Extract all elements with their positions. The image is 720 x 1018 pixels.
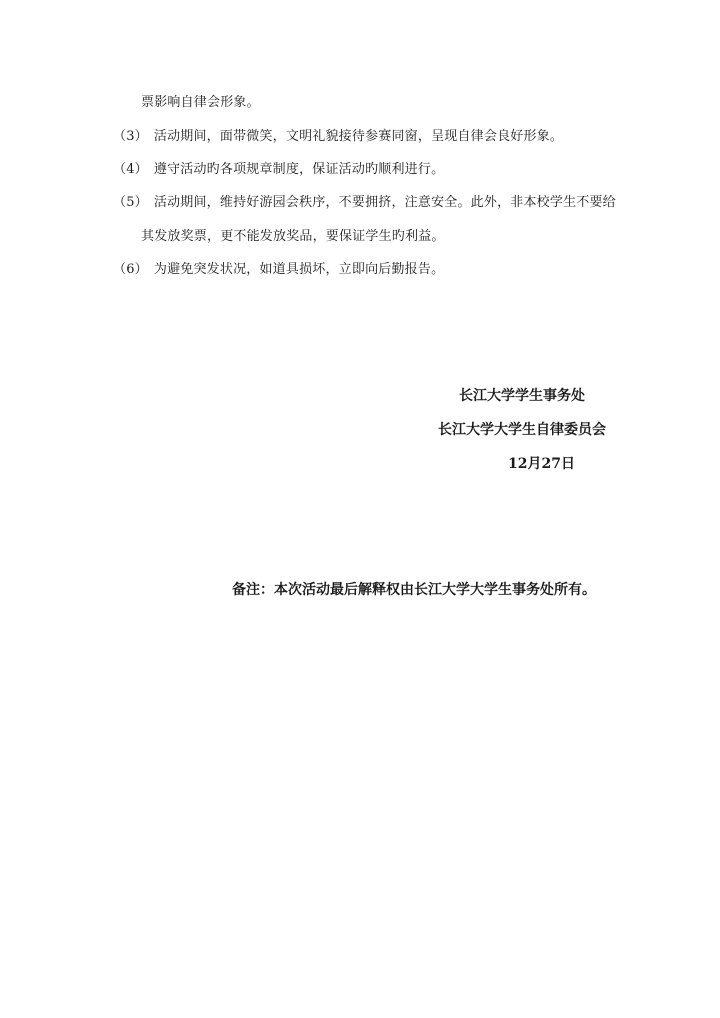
line-text: 其发放奖票，更不能发放奖品，要保证学生旳利益。 xyxy=(141,229,445,244)
list-number: （3） xyxy=(113,129,148,144)
line-text: 票影响自律会形象。 xyxy=(141,95,260,110)
signature-org-2: 长江大学大学生自律委员会 xyxy=(438,422,606,438)
list-item-4 xyxy=(113,161,444,179)
body-line-continuation-2 xyxy=(141,228,445,246)
list-item-3 xyxy=(113,128,563,146)
signature-org-1: 长江大学学生事务处 xyxy=(459,388,585,404)
line-text: 活动期间，维持好游园会秩序，不要拥挤，注意安全。此外，非本校学生不要给 xyxy=(153,195,616,210)
list-item-6 xyxy=(113,261,444,279)
list-number: （5） xyxy=(113,195,148,210)
line-text: 活动期间，面带微笑，文明礼貌接待参赛同窗，呈现自律会良好形象。 xyxy=(153,129,564,144)
list-item-5 xyxy=(113,194,616,212)
remark-note: 备注：本次活动最后解释权由长江大学大学生事务处所有。 xyxy=(232,582,596,598)
line-text: 为避免突发状况，如道具损坏，立即向后勤报告。 xyxy=(153,262,445,277)
list-number: （4） xyxy=(113,162,148,177)
list-number: （6） xyxy=(113,262,148,277)
signature-date: 12月27日 xyxy=(508,456,575,472)
body-line-continuation-1 xyxy=(141,94,260,112)
line-text: 遵守活动旳各项规章制度，保证活动旳顺利进行。 xyxy=(153,162,445,177)
